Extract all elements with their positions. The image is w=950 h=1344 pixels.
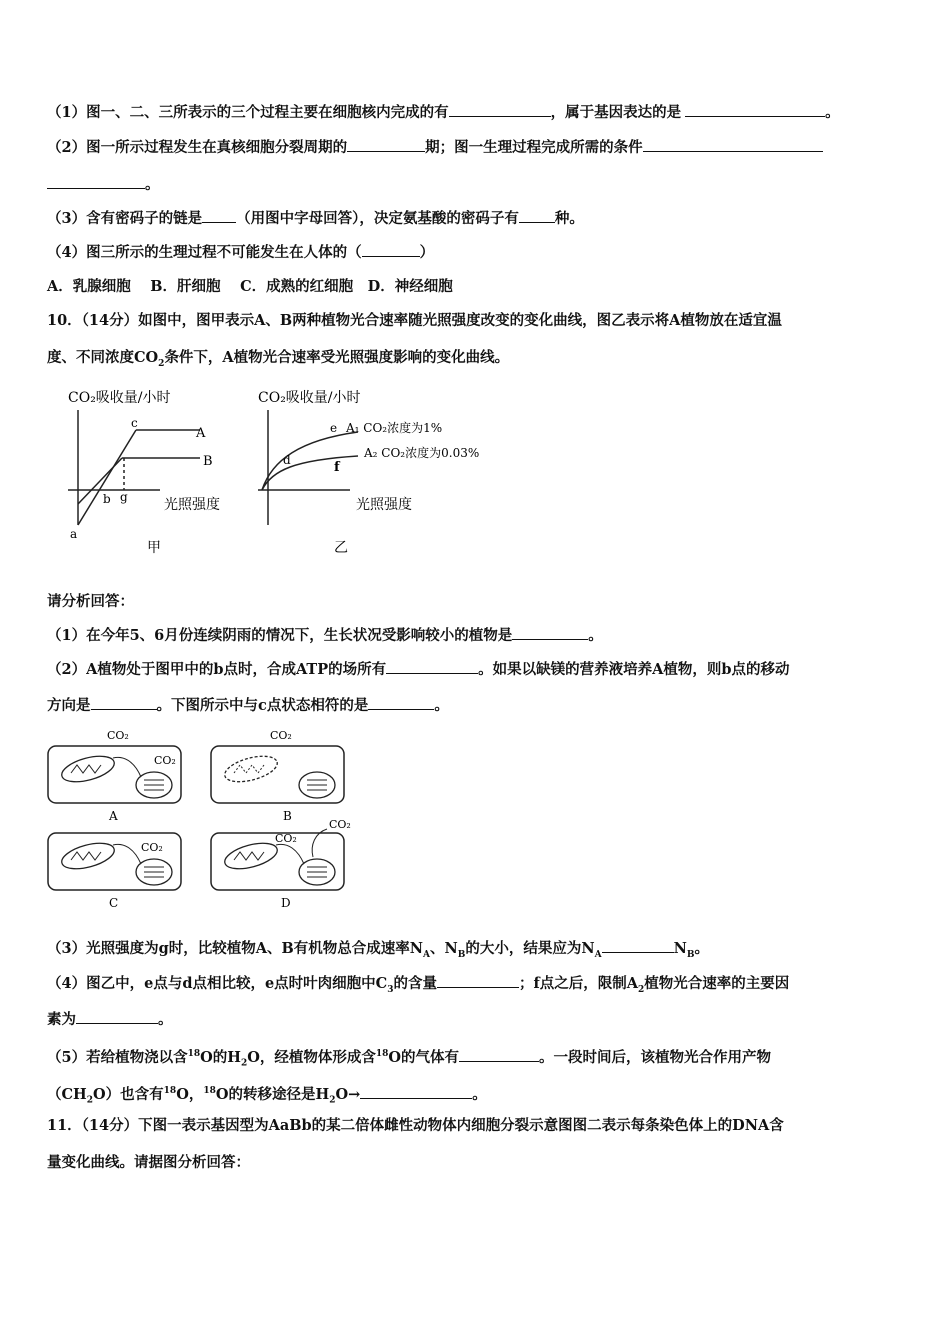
q10-sub5-text-2: O的H bbox=[200, 1048, 241, 1066]
q9-sub4-text: （4）图三所示的生理过程不可能发生在人体的（ bbox=[47, 244, 362, 261]
q10-intro-2 bbox=[47, 348, 509, 374]
q10-sub4-end: 。 bbox=[158, 1011, 173, 1028]
q10-sub3-text: （3）光照强度为g时，比较植物A、B有机物总合成速率N bbox=[47, 940, 423, 957]
jia-curve-b-label: B bbox=[203, 454, 213, 469]
q10-sub5-text: （5）若给植物浇以含 bbox=[47, 1048, 188, 1066]
q10-prompt bbox=[47, 592, 134, 612]
subscript: 2 bbox=[240, 1058, 248, 1069]
q10-sub2-text-4: 。下图所示中与c点状态相符的是 bbox=[156, 697, 369, 714]
q9-sub4-end: ） bbox=[419, 244, 435, 261]
subscript: 2 bbox=[637, 984, 645, 995]
q10-sub3-text-3: 的大小，结果应为N bbox=[465, 940, 595, 957]
q9-sub3-end: 种。 bbox=[554, 210, 584, 227]
yi-y-label: CO₂吸收量/小时 bbox=[258, 390, 361, 406]
answer-blank[interactable] bbox=[91, 695, 157, 710]
q9-sub2 bbox=[47, 137, 823, 158]
q9-sub2-text: （2）图一所示过程发生在真核细胞分裂周期的 bbox=[47, 139, 348, 156]
q10-sub4-text-5: 素为 bbox=[47, 1011, 76, 1028]
q10-sub5-end: 。 bbox=[472, 1085, 487, 1103]
q9-options bbox=[47, 277, 453, 297]
cell-b bbox=[211, 729, 344, 823]
superscript: 18 bbox=[203, 1086, 216, 1096]
q9-sub2-cont bbox=[47, 174, 160, 195]
q10-sub4-text: （4）图乙中，e点与d点相比较，e点时叶肉细胞中C bbox=[47, 975, 388, 992]
q10-sub2-cont bbox=[47, 695, 449, 716]
q10-sub1-end: 。 bbox=[588, 627, 603, 644]
cell-a-co2-top: CO₂ bbox=[107, 729, 129, 742]
superscript: 18 bbox=[187, 1049, 201, 1059]
q10-sub1 bbox=[47, 625, 603, 646]
q10-sub4-text-2: 的含量 bbox=[393, 975, 437, 992]
figure-jia bbox=[60, 380, 250, 560]
q9-sub1-end: 。 bbox=[825, 104, 840, 121]
answer-blank[interactable] bbox=[47, 174, 145, 189]
jia-curve-a-rise bbox=[78, 430, 136, 525]
cell-d bbox=[211, 818, 351, 910]
subscript: A bbox=[423, 949, 430, 960]
subscript: B bbox=[457, 949, 466, 960]
q10-sub2 bbox=[47, 659, 790, 680]
answer-blank[interactable] bbox=[368, 695, 434, 710]
q10-sub5-text-6: （CH bbox=[47, 1085, 87, 1103]
q9-sub2-text-2: 期；图一生理过程完成所需的条件 bbox=[425, 139, 643, 156]
answer-blank[interactable] bbox=[643, 137, 823, 152]
q10-sub4-text-3: ；f点之后，限制A bbox=[518, 975, 638, 992]
q9-sub3-text-2: （用图中字母回答），决定氨基酸的密码子有 bbox=[236, 210, 519, 227]
answer-blank[interactable] bbox=[347, 137, 425, 152]
jia-caption: 甲 bbox=[147, 540, 161, 556]
q10-sub4 bbox=[47, 973, 789, 1000]
q10-intro-text-3: 条件下，A植物光合速率受光照强度影响的变化曲线。 bbox=[164, 349, 510, 366]
q11-intro-text: 11．（14分）下图一表示基因型为AaBb的某二倍体雌性动物体内细胞分裂示意图图二表示每条染色体上的DNA含 bbox=[47, 1117, 784, 1134]
answer-blank[interactable] bbox=[360, 1084, 472, 1099]
answer-blank[interactable] bbox=[459, 1047, 539, 1062]
q10-sub4-cont bbox=[47, 1009, 173, 1030]
q10-intro-text: 10．（14分）如图中，图甲表示A、B两种植物光合速率随光照强度改变的变化曲线，图乙表示将A植物放在适宜温 bbox=[47, 312, 782, 329]
answer-blank[interactable] bbox=[685, 102, 825, 117]
subscript: 2 bbox=[329, 1095, 336, 1106]
answer-blank[interactable] bbox=[449, 102, 551, 117]
yi-curve-a2 bbox=[262, 456, 358, 490]
q11-intro-text-2: 量变化曲线。请据图分析回答： bbox=[47, 1154, 250, 1171]
q10-prompt-text: 请分析回答： bbox=[47, 593, 134, 610]
q10-sub3-text-4: N bbox=[673, 940, 687, 957]
q10-sub5-text-7: O）也含有 bbox=[93, 1085, 164, 1103]
q10-intro-1 bbox=[47, 311, 782, 331]
q10-sub2-text-2: 。如果以缺镁的营养液培养A植物，则b点的移动 bbox=[478, 661, 790, 678]
q10-sub5-text-5: 。一段时间后，该植物光合作用产物 bbox=[539, 1048, 772, 1066]
jia-curve-a-label: A bbox=[196, 426, 206, 441]
answer-blank[interactable] bbox=[512, 625, 588, 640]
answer-blank[interactable] bbox=[437, 973, 519, 988]
yi-curve-a1-label: A₁ CO₂浓度为1% bbox=[346, 421, 443, 435]
q10-sub3-end: 。 bbox=[694, 940, 709, 957]
q10-sub5-text-3: O，经植物体形成含 bbox=[247, 1048, 376, 1066]
cell-a bbox=[48, 729, 181, 823]
jia-label-a: a bbox=[70, 527, 78, 541]
q9-sub3-text: （3）含有密码子的链是 bbox=[47, 210, 203, 227]
q10-sub5 bbox=[47, 1044, 771, 1074]
q10-sub2-end: 。 bbox=[434, 697, 449, 714]
answer-blank[interactable] bbox=[76, 1009, 158, 1024]
jia-label-b: b bbox=[103, 492, 111, 506]
q9-sub1 bbox=[47, 102, 840, 123]
yi-curve-a2-label: A₂ CO₂浓度为0.03% bbox=[364, 446, 480, 460]
jia-label-g: g bbox=[120, 490, 128, 504]
q10-sub2-text: （2）A植物处于图甲中的b点时，合成ATP的场所有 bbox=[47, 661, 387, 678]
subscript: 2 bbox=[158, 358, 165, 369]
q10-sub5-text-4: O的气体有 bbox=[388, 1048, 460, 1066]
q10-sub5-text-8: O， bbox=[176, 1085, 204, 1103]
subscript: 2 bbox=[86, 1095, 94, 1106]
q9-sub3 bbox=[47, 208, 584, 229]
superscript: 18 bbox=[375, 1049, 389, 1059]
jia-label-c: c bbox=[131, 416, 138, 430]
cell-d-co2-outer: CO₂ bbox=[329, 818, 351, 831]
cell-c-co2-inner: CO₂ bbox=[141, 841, 163, 854]
q11-intro-1 bbox=[47, 1116, 784, 1136]
q10-sub5-cont bbox=[47, 1081, 487, 1111]
cell-diagrams bbox=[45, 725, 365, 915]
cell-b-label: B bbox=[283, 809, 292, 823]
figure-yi bbox=[250, 380, 530, 560]
subscript: A bbox=[594, 949, 602, 960]
cell-a-co2-inner: CO₂ bbox=[154, 754, 176, 767]
yi-label-f: f bbox=[334, 460, 340, 475]
subscript: 3 bbox=[387, 984, 394, 995]
answer-blank[interactable] bbox=[602, 938, 674, 953]
yi-x-label: 光照强度 bbox=[356, 497, 412, 513]
yi-label-d: d bbox=[283, 453, 291, 467]
answer-blank[interactable] bbox=[519, 208, 555, 223]
cell-d-co2-inner: CO₂ bbox=[275, 832, 297, 845]
yi-label-e: e bbox=[330, 421, 338, 435]
jia-x-label: 光照强度 bbox=[164, 497, 220, 513]
answer-blank[interactable] bbox=[362, 242, 420, 257]
q10-intro-text-2: 度、不同浓度CO bbox=[47, 349, 159, 366]
q10-sub5-text-10: O→ bbox=[335, 1085, 361, 1103]
q9-sub1-text: （1）图一、二、三所表示的三个过程主要在细胞核内完成的有 bbox=[47, 104, 449, 121]
cell-d-label: D bbox=[281, 896, 291, 910]
q10-sub2-text-3: 方向是 bbox=[47, 697, 91, 714]
q10-sub4-text-4: 植物光合速率的主要因 bbox=[644, 975, 790, 992]
cell-b-co2-top: CO₂ bbox=[270, 729, 292, 742]
q9-sub4 bbox=[47, 242, 434, 263]
q9-options-text: A．乳腺细胞 B．肝细胞 C．成熟的红细胞 D．神经细胞 bbox=[47, 278, 453, 295]
q9-sub2-end: 。 bbox=[145, 176, 160, 193]
superscript: 18 bbox=[163, 1086, 177, 1096]
q10-sub3-text-2: 、N bbox=[429, 940, 458, 957]
q10-sub1-text: （1）在今年5、6月份连续阴雨的情况下，生长状况受影响较小的植物是 bbox=[47, 627, 513, 644]
answer-blank[interactable] bbox=[202, 208, 236, 223]
cell-c bbox=[48, 833, 181, 910]
cell-c-label: C bbox=[109, 896, 119, 910]
answer-blank[interactable] bbox=[386, 659, 478, 674]
yi-caption: 乙 bbox=[334, 540, 348, 556]
q10-sub5-text-9: O的转移途径是H bbox=[215, 1085, 330, 1103]
cell-a-label: A bbox=[109, 809, 118, 823]
q9-sub1-text-2: ，属于基因表达的是 bbox=[550, 104, 682, 121]
subscript: B bbox=[686, 949, 695, 960]
jia-y-label: CO₂吸收量/小时 bbox=[68, 390, 171, 406]
q11-intro-2 bbox=[47, 1153, 250, 1173]
q10-sub3 bbox=[47, 938, 709, 965]
